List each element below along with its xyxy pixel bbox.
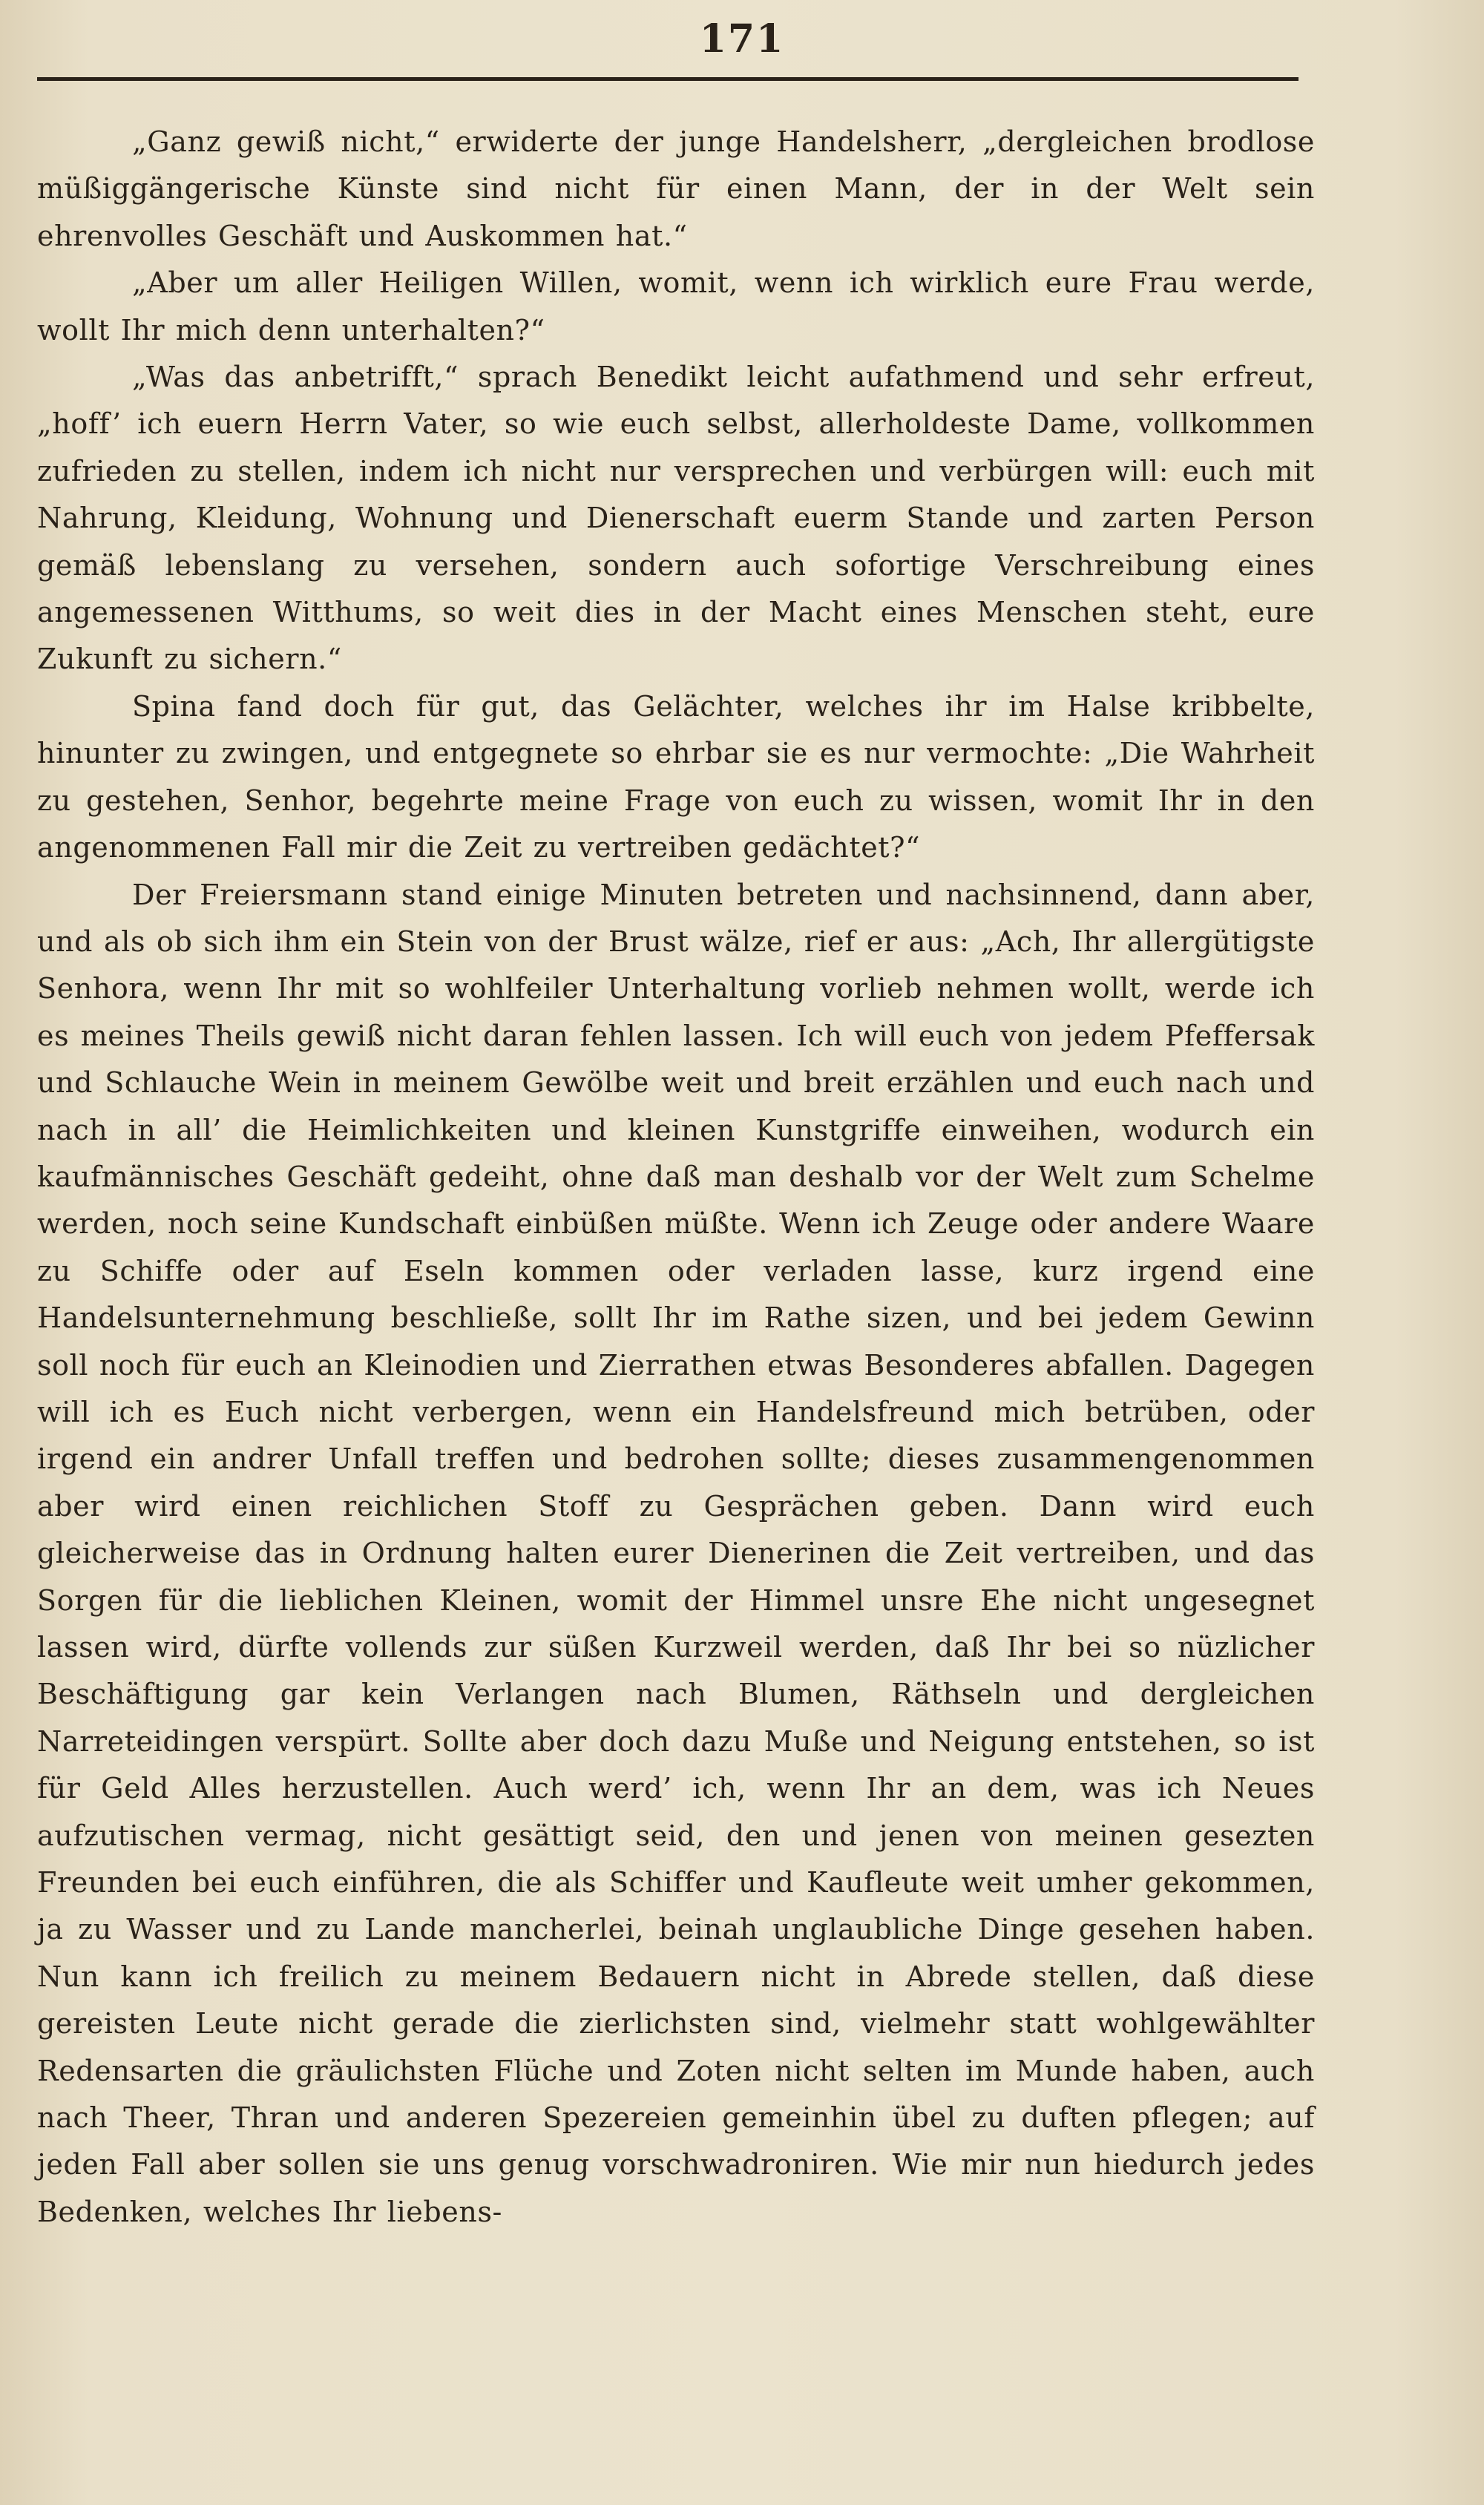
body-text bbox=[37, 119, 1315, 2236]
paragraph: „Aber um aller Heiligen Willen, womit, wenn ich wirklich eure Frau werde, wollt Ihr mich denn unterhalten?“ bbox=[37, 266, 1315, 347]
page-number: 171 bbox=[699, 16, 785, 62]
paragraph: Der Freiersmann stand einige Minuten betreten und nachsinnend, dann aber, und als ob sich ihm ein Stein von der Brust wälze, rief er aus: „Ach, Ihr allergütigste Senhora, wenn Ihr mit so wohlfeiler Unterhaltung vorlieb nehmen wollt, werde ich es meines Theils gewiß nicht daran fehlen lassen. Ich will euch von jedem Pfeffersak und Schlauche Wein in meinem Gewölbe weit und breit erzählen und euch nach und nach in all’ die Heimlichkeiten und kleinen Kunstgriffe einweihen, wodurch ein kaufmännisches Geschäft gedeiht, ohne daß man deshalb vor der Welt zum Schelme werden, noch seine Kundschaft einbüßen müßte. Wenn ich Zeuge oder andere Waare zu Schiffe oder auf Eseln kommen oder verladen lasse, kurz irgend eine Handelsunternehmung beschließe, sollt Ihr im Rathe sizen, und bei jedem Gewinn soll noch für euch an Kleinodien und Zierrathen etwas Besonderes abfallen. Dagegen will ich es Euch nicht verbergen, wenn ein Handelsfreund mich betrüben, oder irgend ein andrer Unfall treffen und bedrohen sollte; dieses zusammengenommen aber wird einen reichlichen Stoff zu Gesprächen geben. Dann wird euch gleicherweise das in Ordnung halten eurer Dienerinen die Zeit vertreiben, und das Sorgen für die lieblichen Kleinen, womit der Himmel unsre Ehe nicht ungesegnet lassen wird, dürfte vollends zur süßen Kurzweil werden, daß Ihr bei so nüzlicher Beschäftigung gar kein Verlangen nach Blumen, Räthseln und dergleichen Narreteidingen verspürt. Sollte aber doch dazu Muße und Neigung entstehen, so ist für Geld Alles herzustellen. Auch werd’ ich, wenn Ihr an dem, was ich Neues aufzutischen vermag, nicht gesättigt seid, den und jenen von meinen gesezten Freunden bei euch einführen, die als Schiffer und Kaufleute weit umher gekommen, ja zu Wasser und zu Lande mancherlei, beinah unglaubliche Dinge gesehen haben. Nun kann ich freilich zu meinem Bedauern nicht in Abrede stellen, daß diese gereisten Leute nicht gerade die zierlichsten sind, vielmehr statt wohlgewählter Redensarten die gräulichsten Flüche und Zoten nicht selten im Munde haben, auch nach Theer, Thran und anderen Spezereien gemeinhin übel zu duften pflegen; auf jeden Fall aber sollen sie uns genug vorschwadroniren. Wie mir nun hiedurch jedes Bedenken, welches Ihr liebens- bbox=[37, 878, 1315, 2228]
paragraph: „Was das anbetrifft,“ sprach Benedikt leicht aufathmend und sehr erfreut, „hoff’ ich euern Herrn Vater, so wie euch selbst, allerholdeste Dame, vollkommen zufrieden zu stellen, indem ich nicht nur versprechen und verbürgen will: euch mit Nahrung, Kleidung, Wohnung und Dienerschaft euerm Stande und zarten Person gemäß lebenslang zu versehen, sondern auch sofortige Verschreibung eines angemessenen Witthums, so weit dies in der Macht eines Menschen steht, eure Zukunft zu sichern.“ bbox=[37, 361, 1315, 676]
paragraph: „Ganz gewiß nicht,“ erwiderte der junge Handelsherr, „dergleichen brodlose müßiggängerische Künste sind nicht für einen Mann, der in der Welt sein ehrenvolles Geschäft und Auskommen hat.“ bbox=[37, 125, 1315, 252]
paragraph: Spina fand doch für gut, das Gelächter, welches ihr im Halse kribbelte, hinunter zu zwingen, und entgegnete so ehrbar sie es nur vermochte: „Die Wahrheit zu gestehen, Senhor, begehrte meine Frage von euch zu wissen, womit Ihr in den angenommenen Fall mir die Zeit zu vertreiben gedächtet?“ bbox=[37, 689, 1315, 864]
header-rule bbox=[37, 77, 1298, 81]
